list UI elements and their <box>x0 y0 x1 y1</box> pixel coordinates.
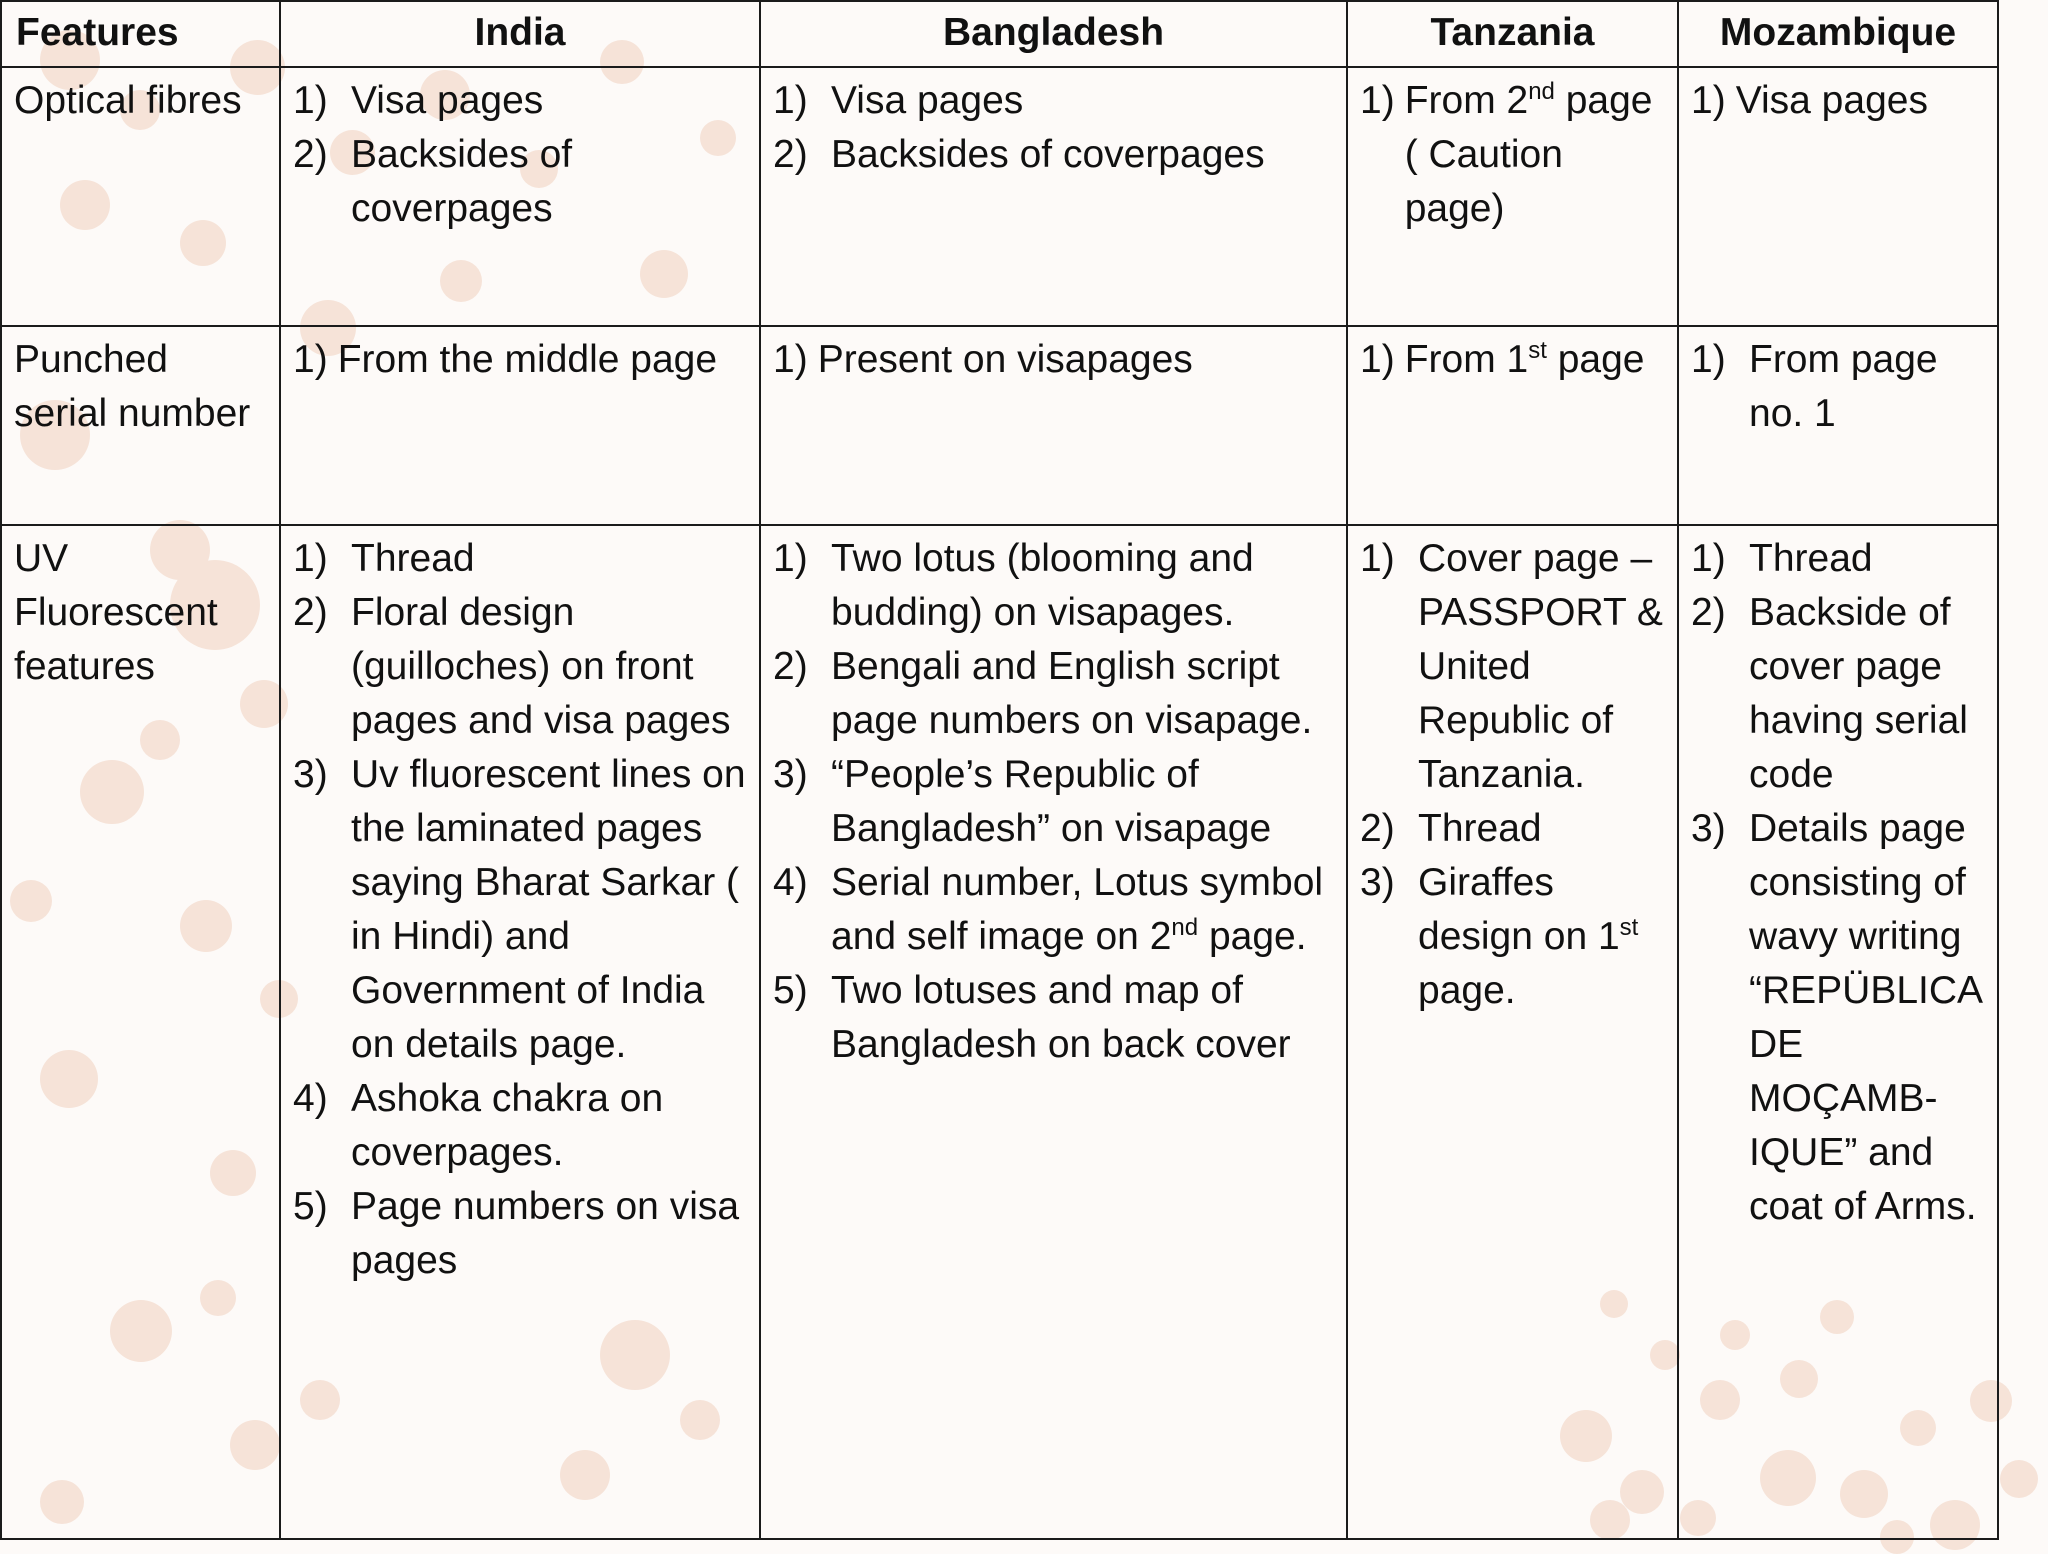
item-text: Ashoka chakra on coverpages. <box>351 1077 664 1174</box>
item-number: 2) <box>773 133 808 176</box>
list-item <box>773 532 1334 640</box>
list-item <box>1360 856 1665 1018</box>
item-number: 1) <box>293 338 328 381</box>
list-item <box>293 333 747 387</box>
feature-label: Optical fibres <box>1 67 280 326</box>
item-number: 4) <box>773 861 808 904</box>
item-number: 3) <box>773 753 808 796</box>
item-text <box>1405 74 1665 236</box>
item-number: 2) <box>293 133 328 176</box>
item-text-part: page. <box>1418 969 1516 1012</box>
cell-mozambique <box>1678 67 1998 326</box>
item-text: Page numbers on visa pages <box>351 1185 740 1282</box>
cell-tanzania <box>1347 326 1678 525</box>
item-text: Visa pages <box>831 79 1024 122</box>
item-number: 1) <box>773 537 808 580</box>
item-text-part: From 1 <box>1404 338 1529 381</box>
item-text: Visa pages <box>351 79 544 122</box>
ordinal-superscript: st <box>1528 337 1547 364</box>
cell-tanzania <box>1347 67 1678 326</box>
item-text: Thread <box>1418 807 1542 850</box>
list-item <box>1360 532 1665 802</box>
cell-bangladesh <box>760 326 1347 525</box>
cell-india <box>280 67 760 326</box>
list-item <box>773 74 1334 128</box>
table-row <box>1 525 1998 1539</box>
list-item <box>1360 802 1665 856</box>
list-item <box>293 532 747 586</box>
list-item <box>773 333 1334 387</box>
cell-bangladesh <box>760 67 1347 326</box>
item-text: Thread <box>351 537 475 580</box>
list-item <box>1691 532 1985 586</box>
feature-list <box>1360 74 1665 236</box>
header-india: India <box>280 1 760 67</box>
feature-list <box>293 74 747 236</box>
ordinal-superscript: nd <box>1528 78 1555 105</box>
feature-label: Punched serial number <box>1 326 280 525</box>
feature-list <box>773 74 1334 182</box>
ordinal-superscript: nd <box>1171 914 1199 941</box>
list-item <box>293 128 747 236</box>
item-number: 2) <box>1691 591 1726 634</box>
item-text: Backsides of coverpages <box>831 133 1265 176</box>
cell-mozambique <box>1678 326 1998 525</box>
list-item <box>293 1072 747 1180</box>
item-text: Uv fluorescent lines on the laminated pages saying Bharat Sarkar ( in Hindi) and Government of India on details page. <box>351 753 746 1066</box>
item-text: Two lotus (blooming and budding) on visapages. <box>831 537 1254 634</box>
item-number: 1) <box>1360 79 1395 122</box>
item-text-part: page ( Caution page) <box>1404 79 1653 230</box>
list-item <box>293 748 747 1072</box>
item-number: 5) <box>293 1185 328 1228</box>
item-number: 1) <box>773 79 808 122</box>
list-item <box>1691 333 1985 441</box>
item-text-part: page. <box>1198 915 1307 958</box>
header-tanzania: Tanzania <box>1347 1 1678 67</box>
item-number: 3) <box>293 753 328 796</box>
feature-list <box>1360 333 1665 387</box>
item-text-part: Serial number, Lotus symbol and self image on 2 <box>831 861 1324 958</box>
item-text: Floral design (guilloches) on front pages and visa pages <box>351 591 731 742</box>
item-number: 2) <box>293 591 328 634</box>
item-number: 1) <box>1691 537 1726 580</box>
feature-list <box>1360 532 1665 1018</box>
item-text: Bengali and English script page numbers on visapage. <box>831 645 1313 742</box>
feature-list <box>1691 74 1985 128</box>
item-text: “People’s Republic of Bangladesh” on visapage <box>831 753 1272 850</box>
item-number: 1) <box>1691 338 1726 381</box>
item-text-part: Giraffes design on 1 <box>1418 861 1620 958</box>
item-text <box>831 856 1334 964</box>
item-text-part: From 2 <box>1404 79 1529 122</box>
feature-list <box>293 532 747 1288</box>
item-text: Visa pages <box>1735 79 1928 122</box>
item-text: Two lotuses and map of Bangladesh on back cover <box>831 969 1291 1066</box>
item-text: From page no. 1 <box>1749 338 1938 435</box>
item-text: Present on visapages <box>817 338 1193 381</box>
feature-list <box>773 333 1334 387</box>
table-row <box>1 326 1998 525</box>
item-number: 1) <box>1691 79 1726 122</box>
item-text <box>1405 333 1665 387</box>
list-item <box>1360 74 1665 236</box>
cell-tanzania <box>1347 525 1678 1539</box>
item-number: 3) <box>1360 861 1395 904</box>
item-number: 3) <box>1691 807 1726 850</box>
list-item <box>1691 74 1985 128</box>
item-text-part: page <box>1546 338 1645 381</box>
item-text: Cover page – PASSPORT & United Republic of Tanzania. <box>1418 537 1663 796</box>
item-text: Backside of cover page having serial code <box>1749 591 1968 796</box>
list-item <box>773 964 1334 1072</box>
cell-india <box>280 326 760 525</box>
header-bangladesh: Bangladesh <box>760 1 1347 67</box>
list-item <box>293 586 747 748</box>
item-number: 1) <box>773 338 808 381</box>
cell-bangladesh <box>760 525 1347 1539</box>
list-item <box>293 74 747 128</box>
item-number: 2) <box>773 645 808 688</box>
feature-list <box>1691 333 1985 441</box>
item-number: 5) <box>773 969 808 1012</box>
item-number: 1) <box>1360 537 1395 580</box>
header-mozambique: Mozambique <box>1678 1 1998 67</box>
header-row <box>1 1 1998 67</box>
item-text: From the middle page <box>337 338 718 381</box>
list-item <box>1360 333 1665 387</box>
feature-label: UV Fluorescent features <box>1 525 280 1539</box>
item-number: 2) <box>1360 807 1395 850</box>
ordinal-superscript: st <box>1619 914 1639 941</box>
item-text: Details page consisting of wavy writing “REPÜBLICA DE MOÇAMB-IQUE” and coat of Arms. <box>1749 807 1981 1228</box>
header-features: Features <box>1 1 280 67</box>
item-text: Thread <box>1749 537 1873 580</box>
item-number: 1) <box>293 79 328 122</box>
list-item <box>773 748 1334 856</box>
feature-list <box>293 333 747 387</box>
list-item <box>1691 802 1985 1234</box>
item-number: 1) <box>293 537 328 580</box>
item-number: 1) <box>1360 338 1395 381</box>
cell-mozambique <box>1678 525 1998 1539</box>
item-number: 4) <box>293 1077 328 1120</box>
feature-list <box>1691 532 1985 1234</box>
list-item <box>773 856 1334 964</box>
item-text <box>1418 856 1665 1018</box>
item-text: Backsides of coverpages <box>351 133 573 230</box>
list-item <box>773 640 1334 748</box>
list-item <box>293 1180 747 1288</box>
feature-list <box>773 532 1334 1072</box>
background-dot <box>2000 1460 2038 1498</box>
cell-india <box>280 525 760 1539</box>
list-item <box>1691 586 1985 802</box>
list-item <box>773 128 1334 182</box>
table-row <box>1 67 1998 326</box>
